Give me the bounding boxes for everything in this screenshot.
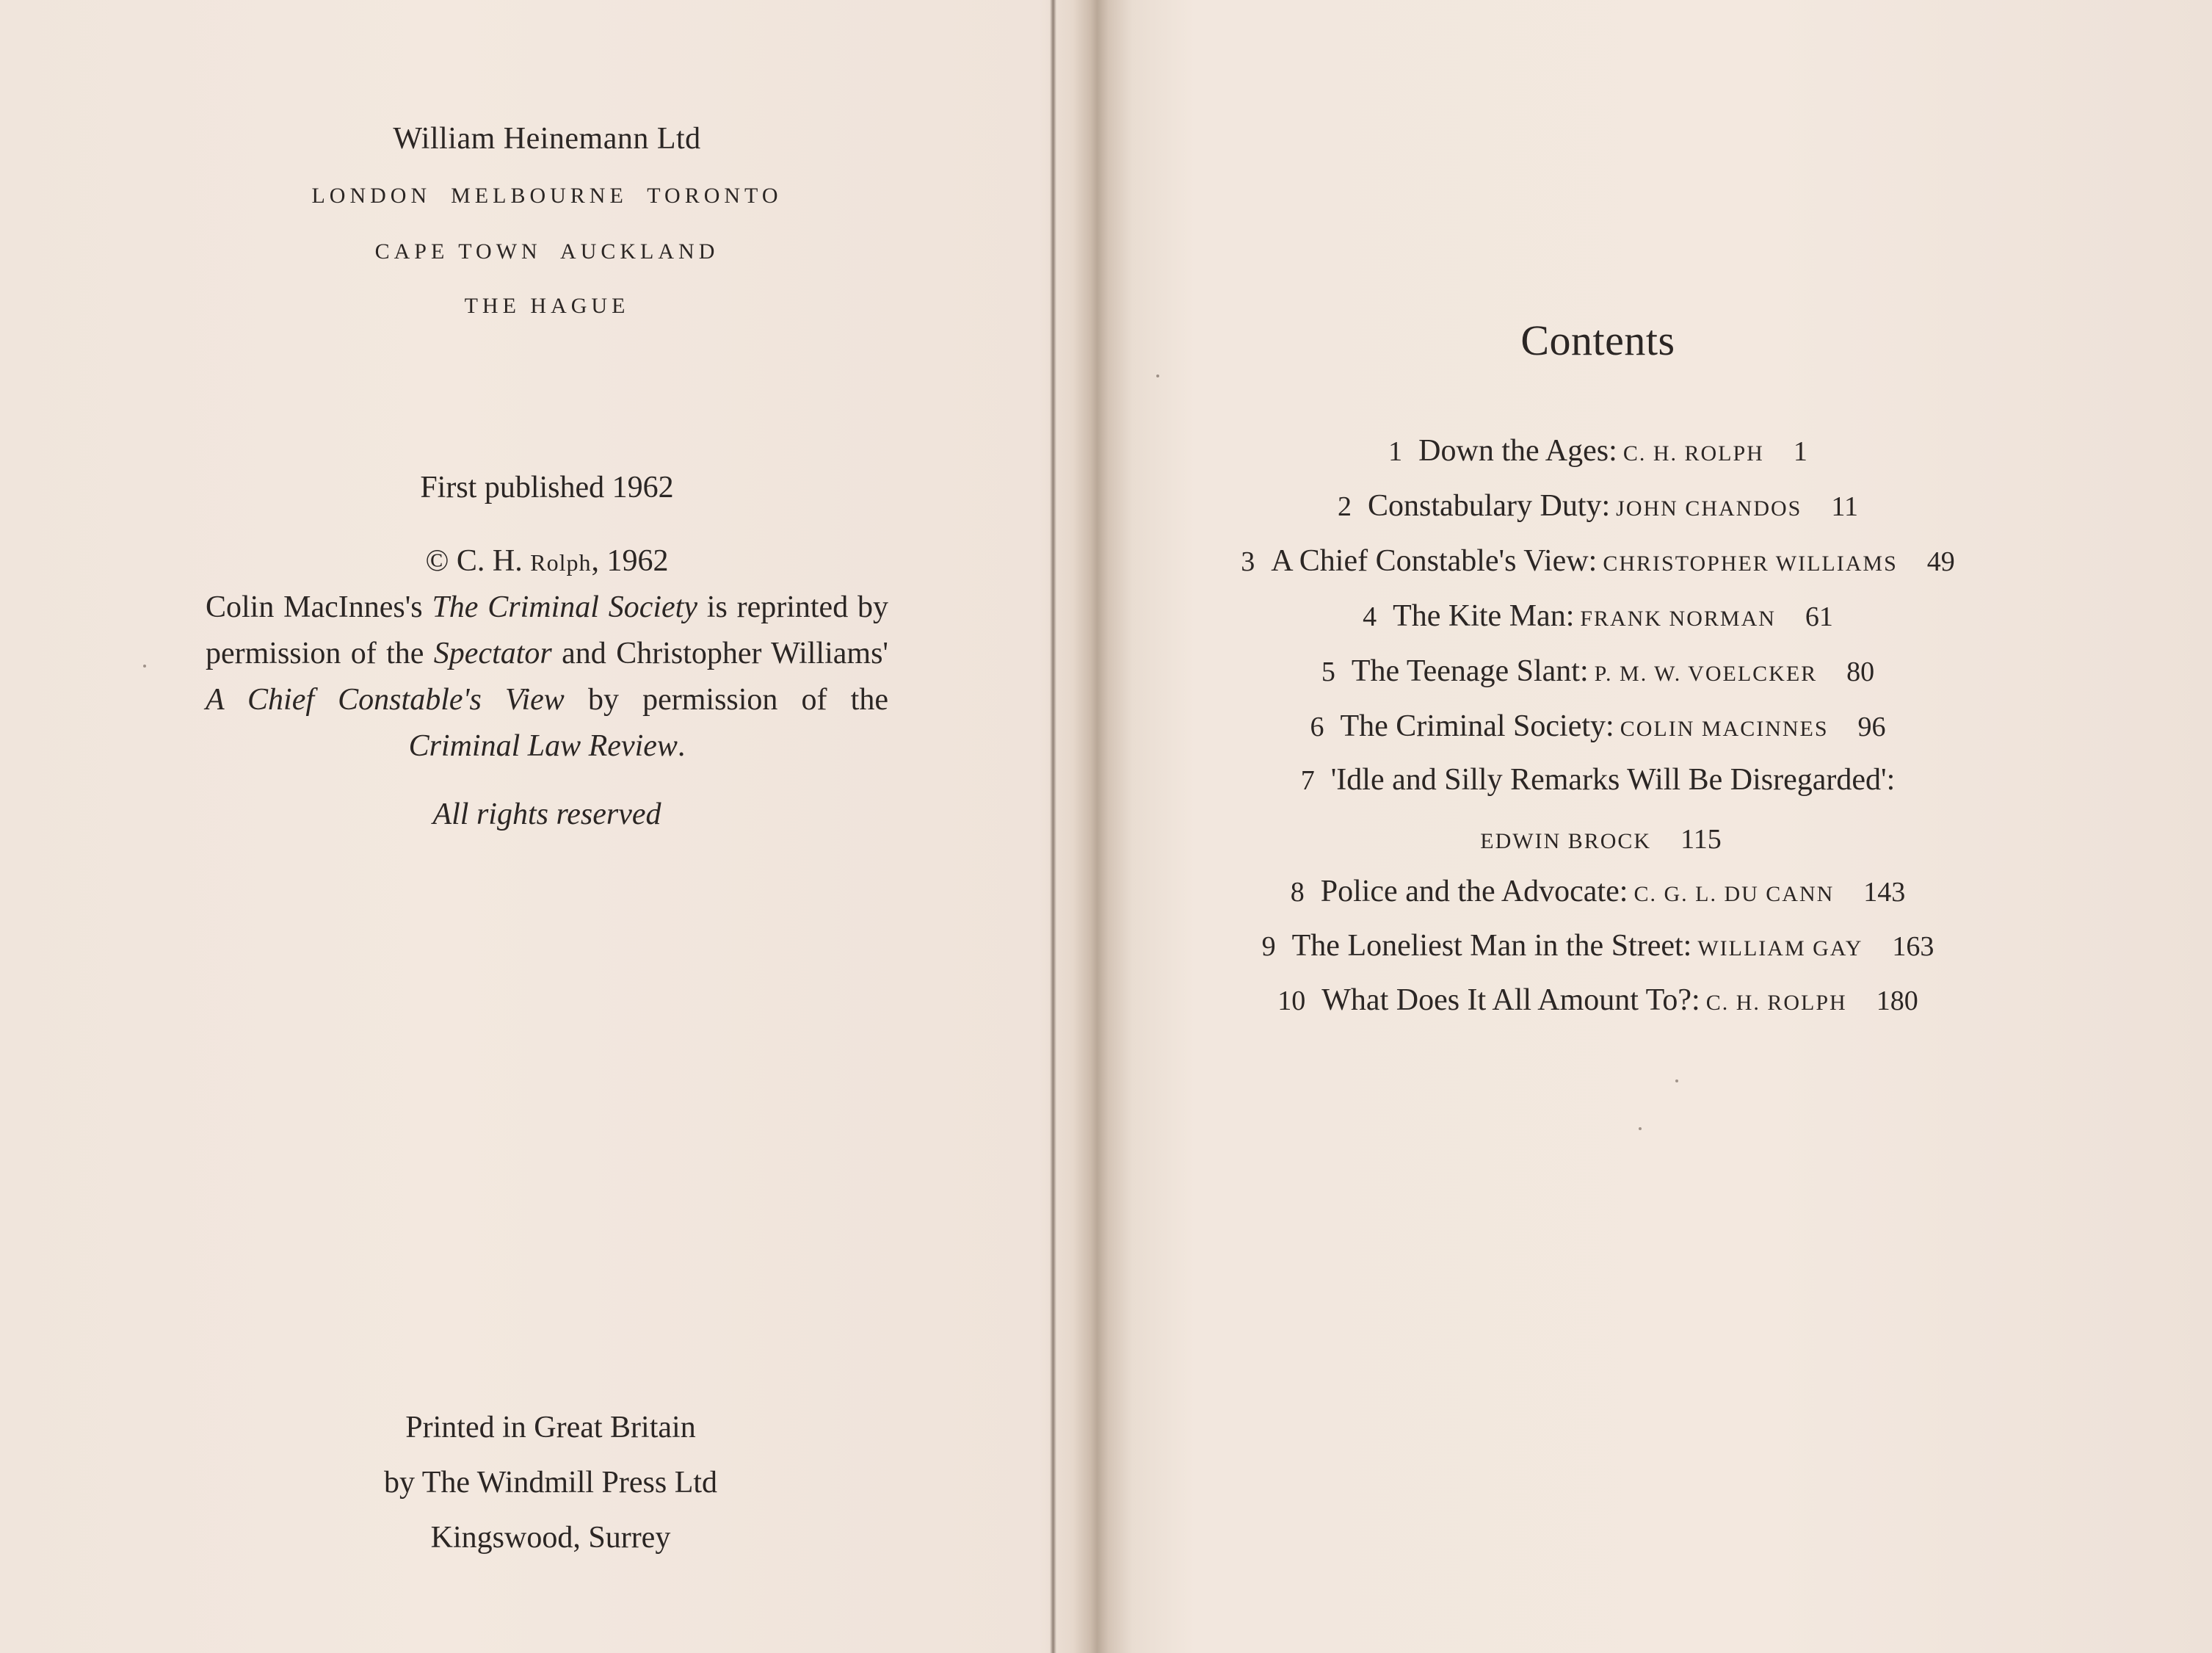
toc-title: The Loneliest Man in the Street: bbox=[1291, 929, 1692, 963]
toc-page-number: 80 bbox=[1846, 657, 1875, 687]
toc-entry bbox=[1057, 488, 2139, 524]
contents-heading: Contents bbox=[1520, 317, 1675, 364]
permission-title-2: Spectator bbox=[433, 637, 552, 670]
toc-number: 10 bbox=[1277, 985, 1306, 1016]
toc-page-number: 11 bbox=[1831, 491, 1858, 522]
toc-entry-continued bbox=[1057, 821, 2139, 856]
toc-title: 'Idle and Silly Remarks Will Be Disregarded': bbox=[1330, 763, 1896, 797]
toc-title: What Does It All Amount To?: bbox=[1321, 983, 1700, 1017]
toc-entry bbox=[1057, 598, 2139, 634]
toc-entry bbox=[1057, 874, 2139, 909]
toc-number: 8 bbox=[1290, 877, 1305, 908]
permission-title-3: A Chief Constable's View bbox=[206, 683, 565, 717]
toc-title: Constabulary Duty: bbox=[1368, 489, 1611, 523]
publisher-cities-line-1: LONDON MELBOURNE TORONTO bbox=[311, 184, 783, 208]
copyright-year: , 1962 bbox=[591, 544, 669, 578]
toc-author: P. M. W. VOELCKER bbox=[1594, 662, 1818, 686]
toc-title: The Criminal Society: bbox=[1340, 709, 1614, 743]
toc-title: Police and the Advocate: bbox=[1320, 875, 1628, 908]
permission-text-4: by permission of the bbox=[564, 683, 888, 717]
toc-entry bbox=[1057, 654, 2139, 689]
paper-speck bbox=[143, 665, 146, 668]
toc-title: The Kite Man: bbox=[1393, 599, 1575, 633]
toc-author: C. H. ROLPH bbox=[1705, 991, 1847, 1015]
toc-title: The Teenage Slant: bbox=[1351, 654, 1589, 688]
toc-title: Down the Ages: bbox=[1418, 434, 1617, 468]
toc-author: C. G. L. DU CANN bbox=[1633, 882, 1835, 906]
copyright-name: C. H. bbox=[456, 544, 523, 578]
printer-line-2: by The Windmill Press Ltd bbox=[383, 1466, 718, 1500]
toc-number: 5 bbox=[1321, 657, 1335, 687]
toc-author: C. H. ROLPH bbox=[1622, 441, 1764, 466]
publisher-cities-line-2: CAPE TOWN AUCKLAND bbox=[374, 239, 719, 264]
publisher-name: William Heinemann Ltd bbox=[393, 122, 701, 156]
toc-page-number: 115 bbox=[1680, 824, 1722, 855]
permission-notice bbox=[206, 585, 888, 770]
all-rights-reserved: All rights reserved bbox=[432, 797, 661, 831]
toc-entry bbox=[1057, 433, 2139, 469]
toc-entry bbox=[1057, 709, 2139, 744]
paper-speck bbox=[1675, 1079, 1678, 1082]
printer-line-1: Printed in Great Britain bbox=[405, 1411, 696, 1444]
toc-number: 1 bbox=[1388, 436, 1403, 467]
permission-text-5: . bbox=[677, 729, 686, 763]
toc-author: JOHN CHANDOS bbox=[1616, 496, 1802, 521]
toc-page-number: 180 bbox=[1876, 985, 1918, 1016]
publisher-cities-line-3: THE HAGUE bbox=[464, 294, 630, 318]
copyright-line bbox=[0, 543, 1094, 579]
toc-author: COLIN MACINNES bbox=[1620, 717, 1829, 741]
toc-title: A Chief Constable's View: bbox=[1271, 544, 1598, 578]
toc-number: 4 bbox=[1363, 601, 1377, 632]
permission-title-1: The Criminal Society bbox=[432, 590, 697, 624]
toc-page-number: 163 bbox=[1892, 931, 1934, 962]
toc-number: 9 bbox=[1261, 931, 1276, 962]
toc-author: WILLIAM GAY bbox=[1697, 936, 1863, 961]
toc-page-number: 49 bbox=[1926, 546, 1955, 577]
toc-author: EDWIN BROCK bbox=[1480, 829, 1652, 853]
paper-speck bbox=[1156, 375, 1159, 377]
toc-number: 3 bbox=[1241, 546, 1255, 577]
toc-entry bbox=[1057, 543, 2139, 579]
toc-author: FRANK NORMAN bbox=[1580, 607, 1776, 631]
toc-page-number: 96 bbox=[1857, 712, 1886, 742]
toc-page-number: 61 bbox=[1805, 601, 1833, 632]
toc-number: 7 bbox=[1300, 765, 1315, 796]
permission-text-2: is reprinted by permission of the bbox=[206, 590, 888, 670]
toc-number: 6 bbox=[1310, 712, 1324, 742]
toc-page-number: 143 bbox=[1863, 877, 1906, 908]
printer-line-3: Kingswood, Surrey bbox=[430, 1521, 671, 1555]
toc-entry bbox=[1057, 762, 2139, 797]
toc-entry bbox=[1057, 983, 2139, 1018]
first-published: First published 1962 bbox=[420, 471, 674, 504]
toc-author: CHRISTOPHER WILLIAMS bbox=[1603, 551, 1898, 576]
toc-number: 2 bbox=[1338, 491, 1352, 522]
copyright-surname: Rolph bbox=[530, 549, 592, 576]
paper-speck bbox=[1639, 1127, 1642, 1130]
toc-entry bbox=[1057, 928, 2139, 963]
toc-page-number: 1 bbox=[1793, 436, 1807, 467]
permission-text-3: and Christopher Williams' bbox=[551, 637, 888, 670]
permission-title-4: Criminal Law Review bbox=[408, 729, 678, 763]
copyright-symbol: © bbox=[425, 544, 449, 578]
permission-text-1: Colin MacInnes's bbox=[206, 590, 432, 624]
